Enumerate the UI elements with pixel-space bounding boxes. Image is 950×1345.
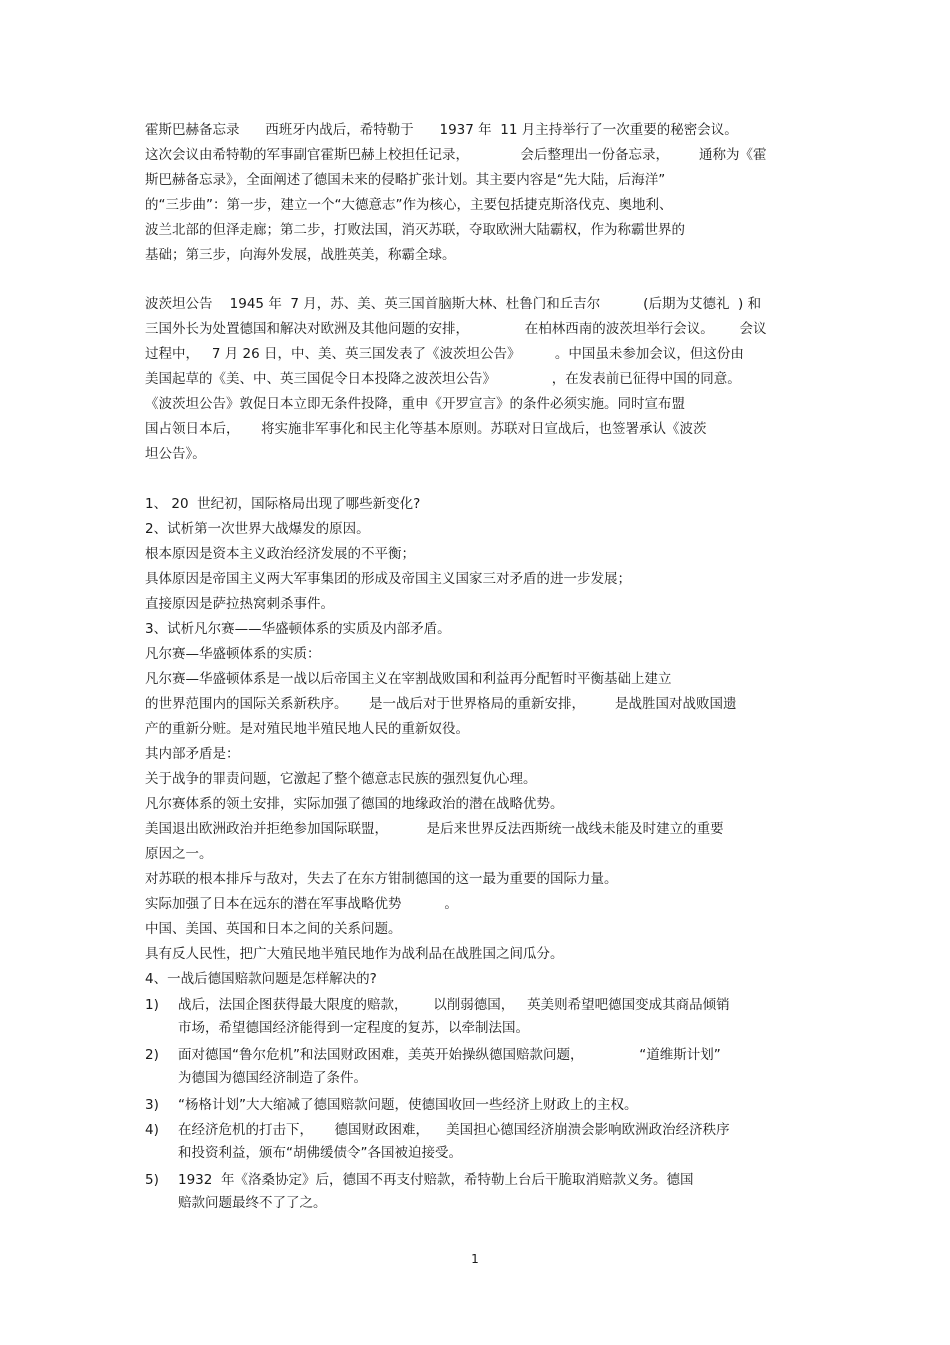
list-item-line: 市场，希望德国经济能得到一定程度的复苏，以牵制法国。 — [178, 1020, 529, 1036]
page-number: 1 — [471, 1252, 479, 1266]
list-item-line: 在经济危机的打击下， 德国财政困难， 美国担心德国经济崩溃会影响欧洲政治经济秩序 — [178, 1122, 730, 1138]
list-number: 3) — [145, 1097, 159, 1113]
answer-line: 对苏联的根本排斥与敌对，失去了在东方钳制德国的这一最为重要的国际力量。 — [145, 871, 618, 887]
answer-line: 凡尔赛—华盛顿体系的实质： — [145, 646, 321, 662]
potsdam-line: 《波茨坦公告》敦促日本立即无条件投降，重申《开罗宣言》的条件必须实施。同时宣布盟 — [145, 396, 685, 412]
answer-line: 原因之一。 — [145, 846, 213, 862]
answer-line: 产的重新分赃。是对殖民地半殖民地人民的重新奴役。 — [145, 721, 469, 737]
question-heading: 2、试析第一次世界大战爆发的原因。 — [145, 521, 370, 537]
list-number: 2) — [145, 1047, 159, 1063]
hossbach-line: 波兰北部的但泽走廊；第二步，打败法国，消灭苏联，夺取欧洲大陆霸权，作为称霸世界的 — [145, 222, 685, 238]
answer-line: 凡尔赛—华盛顿体系是一战以后帝国主义在宰割战败国和利益再分配暂时平衡基础上建立 — [145, 671, 672, 687]
potsdam-line: 过程中， 7 月 26 日，中、美、英三国发表了《波茨坦公告》 。中国虽未参加会议，但这份由 — [145, 346, 744, 362]
answer-line: 根本原因是资本主义政治经济发展的不平衡； — [145, 546, 415, 562]
list-number: 5) — [145, 1172, 159, 1188]
potsdam-line: 国占领日本后， 将实施非军事化和民主化等基本原则。苏联对日宣战后，也签署承认《波茨 — [145, 421, 707, 437]
list-item-line: 1932 年《洛桑协定》后，德国不再支付赔款，希特勒上台后干脆取消赔款义务。德国 — [178, 1172, 694, 1188]
question-heading: 3、试析凡尔赛——华盛顿体系的实质及内部矛盾。 — [145, 621, 451, 637]
potsdam-line: 坦公告》。 — [145, 446, 206, 462]
answer-line: 具有反人民性，把广大殖民地半殖民地作为战利品在战胜国之间瓜分。 — [145, 946, 564, 962]
hossbach-line: 的“三步曲”：第一步，建立一个“大德意志”作为核心，主要包括捷克斯洛伐克、奥地利、 — [145, 197, 673, 213]
list-item-line: 面对德国“鲁尔危机”和法国财政困难，美英开始操纵德国赔款问题， “道维斯计划” — [178, 1047, 721, 1063]
answer-line: 其内部矛盾是： — [145, 746, 240, 762]
answer-line: 美国退出欧洲政治并拒绝参加国际联盟， 是后来世界反法西斯统一战线未能及时建立的重要 — [145, 821, 724, 837]
list-item-line: 和投资利益，颁布“胡佛缓债令”各国被迫接受。 — [178, 1145, 462, 1161]
hossbach-line: 基础；第三步，向海外发展，战胜英美，称霸全球。 — [145, 247, 456, 263]
list-item-line: 为德国为德国经济制造了条件。 — [178, 1070, 367, 1086]
potsdam-line: 三国外长为处置德国和解决对欧洲及其他问题的安排， 在柏林西南的波茨坦举行会议。 会议 — [145, 321, 767, 337]
answer-line: 中国、美国、英国和日本之间的关系问题。 — [145, 921, 402, 937]
answer-line: 凡尔赛体系的领土安排，实际加强了德国的地缘政治的潜在战略优势。 — [145, 796, 564, 812]
answer-line: 实际加强了日本在远东的潜在军事战略优势 。 — [145, 896, 458, 912]
list-number: 1) — [145, 997, 159, 1013]
list-number: 4) — [145, 1122, 159, 1138]
answer-line: 关于战争的罪责问题，它激起了整个德意志民族的强烈复仇心理。 — [145, 771, 537, 787]
potsdam-line: 美国起草的《美、中、英三国促令日本投降之波茨坦公告》 ，在发表前已征得中国的同意。 — [145, 371, 741, 387]
potsdam-line: 波茨坦公告 1945 年 7 月，苏、美、英三国首脑斯大林、杜鲁门和丘吉尔 (后期为艾德礼 ) 和 — [145, 296, 762, 312]
hossbach-line: 斯巴赫备忘录》，全面阐述了德国未来的侵略扩张计划。其主要内容是“先大陆，后海洋” — [145, 172, 666, 188]
list-item-line: “杨格计划”大大缩减了德国赔款问题，使德国收回一些经济上财政上的主权。 — [178, 1097, 638, 1113]
list-item-line: 战后，法国企图获得最大限度的赔款， 以削弱德国， 英美则希望吧德国变成其商品倾销 — [178, 997, 730, 1013]
question-heading: 1、 20 世纪初，国际格局出现了哪些新变化? — [145, 496, 421, 512]
hossbach-line: 这次会议由希特勒的军事副官霍斯巴赫上校担任记录， 会后整理出一份备忘录， 通称为《霍 — [145, 147, 767, 163]
list-item-line: 赔款问题最终不了了之。 — [178, 1195, 327, 1211]
question-heading: 4、一战后德国赔款问题是怎样解决的? — [145, 971, 377, 987]
answer-line: 具体原因是帝国主义两大军事集团的形成及帝国主义国家三对矛盾的进一步发展； — [145, 571, 631, 587]
hossbach-line: 霍斯巴赫备忘录 西班牙内战后，希特勒于 1937 年 11 月主持举行了一次重要的秘密会议。 — [145, 122, 738, 138]
answer-line: 的世界范围内的国际关系新秩序。 是一战后对于世界格局的重新安排， 是战胜国对战败国遗 — [145, 696, 737, 712]
answer-line: 直接原因是萨拉热窝刺杀事件。 — [145, 596, 334, 612]
